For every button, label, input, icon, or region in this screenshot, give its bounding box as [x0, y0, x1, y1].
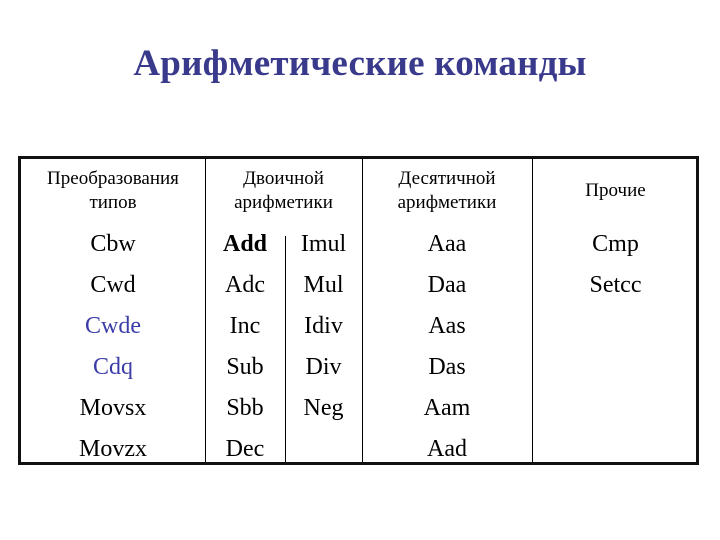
slide-title: Арифметические команды — [133, 43, 587, 84]
binary-cell: Idiv — [304, 313, 343, 339]
binary-cell: Div — [305, 354, 342, 380]
column-divider — [532, 159, 533, 462]
column-divider — [285, 236, 286, 462]
header-line: Преобразования — [47, 168, 179, 189]
conversion-cell: Movzx — [79, 436, 147, 462]
header-conversion — [21, 167, 205, 215]
decimal-cell: Aad — [427, 436, 467, 462]
binary-cell: Inc — [229, 313, 261, 339]
binary-cell: Dec — [225, 436, 265, 462]
other-cell: Cmp — [592, 231, 639, 257]
other-cell: Setcc — [589, 272, 642, 298]
binary-cell: Imul — [300, 231, 347, 257]
header-line: арифметики — [397, 192, 497, 213]
decimal-cell: Daa — [427, 272, 467, 298]
decimal-cell: Aas — [428, 313, 466, 339]
conversion-cell: Cdq — [92, 354, 133, 380]
binary-cell: Sub — [226, 354, 264, 380]
binary-cell: Mul — [303, 272, 344, 298]
conversion-cell: Movsx — [79, 395, 147, 421]
header-line: Прочие — [585, 180, 646, 201]
header-line: Двоичной — [243, 168, 324, 189]
decimal-cell: Das — [428, 354, 466, 380]
binary-cell: Neg — [303, 395, 344, 421]
commands-table — [18, 156, 699, 465]
decimal-cell: Aam — [423, 395, 471, 421]
header-line: Десятичной — [398, 168, 496, 189]
header-binary — [205, 167, 362, 215]
conversion-cell: Cwde — [85, 313, 141, 339]
header-other — [532, 179, 699, 203]
header-decimal — [362, 167, 532, 215]
conversion-cell: Cbw — [90, 231, 136, 257]
header-line: типов — [89, 192, 137, 213]
binary-cell: Add — [222, 231, 268, 257]
header-line: арифметики — [234, 192, 333, 213]
conversion-cell: Cwd — [90, 272, 136, 298]
binary-cell: Adc — [225, 272, 265, 298]
decimal-cell: Aaa — [427, 231, 467, 257]
binary-cell: Sbb — [226, 395, 264, 421]
